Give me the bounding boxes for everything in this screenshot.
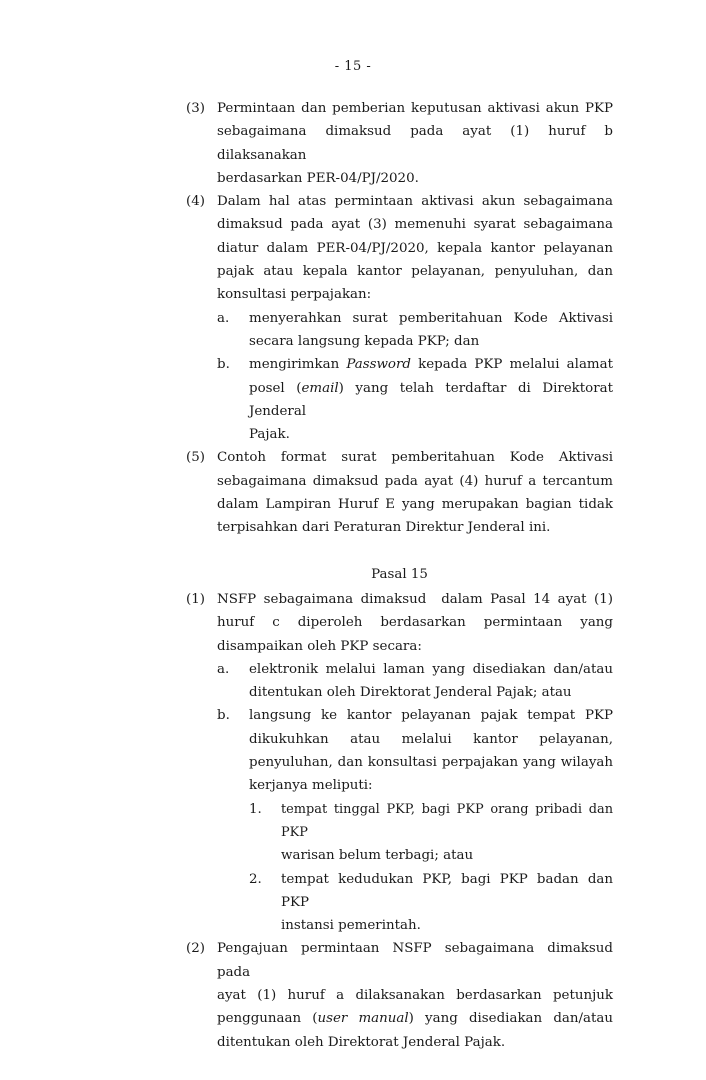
text-line: konsultasi perpajakan: bbox=[217, 287, 372, 303]
text-line: langsung ke kantor pelayanan pajak tempat PKP bbox=[249, 708, 613, 724]
italic-term: Password bbox=[346, 357, 411, 373]
huruf-text bbox=[249, 658, 613, 705]
huruf-text bbox=[249, 353, 613, 446]
huruf-a bbox=[217, 658, 613, 705]
huruf-b bbox=[217, 704, 613, 937]
angka-label: 2. bbox=[249, 871, 262, 887]
angka-label: 1. bbox=[249, 801, 262, 817]
text-line bbox=[249, 377, 613, 424]
text-line: ayat (1) huruf a dilaksanakan berdasarkan petunjuk bbox=[217, 987, 613, 1003]
ayat-5 bbox=[186, 446, 613, 539]
text-line: menyerahkan surat pemberitahuan Kode Aktivasi bbox=[249, 310, 613, 326]
huruf-b bbox=[217, 353, 613, 446]
pasal15-ayat-1 bbox=[186, 588, 613, 937]
text-span: ) yang disediakan dan/atau bbox=[408, 1011, 613, 1027]
ayat-4 bbox=[186, 190, 613, 446]
angka-1 bbox=[249, 798, 613, 868]
text-line: kerjanya meliputi: bbox=[249, 778, 373, 794]
ayat-text bbox=[217, 190, 613, 446]
text-line: tempat kedudukan PKP, bagi PKP badan dan PKP bbox=[281, 871, 613, 910]
huruf-text bbox=[249, 704, 613, 937]
text-span: ) yang telah terdaftar di Direktorat Jenderal bbox=[249, 380, 614, 419]
document-body bbox=[186, 97, 613, 1054]
text-line: tempat tinggal PKP, bagi PKP orang pribadi dan PKP bbox=[281, 801, 613, 840]
text-line: elektronik melalui laman yang disediakan dan/atau bbox=[249, 661, 613, 677]
italic-term: user manual bbox=[317, 1011, 409, 1027]
angka-2 bbox=[249, 868, 613, 938]
text-line: dikukuhkan atau melalui kantor pelayanan, bbox=[249, 731, 613, 747]
text-line bbox=[249, 353, 613, 376]
pasal-15-heading: Pasal 15 bbox=[371, 566, 428, 582]
ayat-number: (5) bbox=[186, 450, 205, 466]
angka-text bbox=[281, 798, 613, 868]
ayat-number: (4) bbox=[186, 194, 205, 210]
text-line: Pengajuan permintaan NSFP sebagaimana dimaksud pada bbox=[217, 941, 613, 980]
ayat-3 bbox=[186, 97, 613, 190]
text-line: Dalam hal atas permintaan aktivasi akun sebagaimana bbox=[217, 194, 613, 210]
text-line: pajak atau kepala kantor pelayanan, penyuluhan, dan bbox=[217, 264, 613, 280]
huruf-text bbox=[249, 307, 613, 354]
text-line: warisan belum terbagi; atau bbox=[281, 848, 474, 864]
ayat-text bbox=[217, 97, 613, 190]
text-line: sebagaimana dimaksud pada ayat (4) huruf a tercantum bbox=[217, 473, 613, 489]
text-line: NSFP sebagaimana dimaksud dalam Pasal 14 ayat (1) bbox=[217, 591, 613, 607]
text-line: berdasarkan PER-04/PJ/2020. bbox=[217, 170, 419, 186]
pasal15-ayat-2 bbox=[186, 937, 613, 1053]
text-line: instansi pemerintah. bbox=[281, 918, 421, 934]
text-line: huruf c diperoleh berdasarkan permintaan yang bbox=[217, 615, 613, 631]
angka-text bbox=[281, 868, 613, 938]
ayat-text bbox=[217, 937, 613, 1053]
text-line: Contoh format surat pemberitahuan Kode Aktivasi bbox=[217, 450, 613, 466]
text-line: diatur dalam PER-04/PJ/2020, kepala kantor pelayanan bbox=[217, 240, 613, 256]
huruf-label: a. bbox=[217, 310, 230, 326]
text-line: sebagaimana dimaksud pada ayat (1) huruf b dilaksanakan bbox=[217, 124, 613, 163]
text-span: penggunaan ( bbox=[217, 1011, 318, 1027]
ayat-number: (2) bbox=[186, 941, 205, 957]
italic-term: email bbox=[301, 380, 339, 396]
text-line: Permintaan dan pemberian keputusan aktivasi akun PKP bbox=[217, 101, 613, 116]
huruf-label: b. bbox=[217, 708, 230, 724]
text-line: ditentukan oleh Direktorat Jenderal Pajak. bbox=[217, 1034, 506, 1050]
text-span: posel ( bbox=[249, 380, 302, 396]
text-line bbox=[217, 1007, 613, 1030]
text-line: terpisahkan dari Peraturan Direktur Jenderal ini. bbox=[217, 520, 551, 536]
text-line: disampaikan oleh PKP secara: bbox=[217, 638, 422, 654]
text-span: mengirimkan bbox=[249, 357, 347, 373]
text-line: Pajak. bbox=[249, 427, 290, 443]
text-line: secara langsung kepada PKP; dan bbox=[249, 333, 480, 349]
ayat-text bbox=[217, 446, 613, 539]
text-span: kepada PKP melalui alamat bbox=[410, 357, 613, 373]
ayat-text bbox=[217, 588, 613, 937]
page-number: - 15 - bbox=[334, 59, 372, 74]
text-line: penyuluhan, dan konsultasi perpajakan yang wilayah bbox=[249, 755, 613, 771]
ayat-number: (1) bbox=[186, 591, 205, 607]
ayat-number: (3) bbox=[186, 101, 205, 116]
huruf-label: a. bbox=[217, 661, 230, 677]
huruf-label: b. bbox=[217, 357, 230, 373]
text-line: dalam Lampiran Huruf E yang merupakan bagian tidak bbox=[217, 497, 613, 513]
text-line: dimaksud pada ayat (3) memenuhi syarat sebagaimana bbox=[217, 217, 613, 233]
huruf-a bbox=[217, 307, 613, 354]
text-line: ditentukan oleh Direktorat Jenderal Pajak; atau bbox=[249, 685, 572, 701]
